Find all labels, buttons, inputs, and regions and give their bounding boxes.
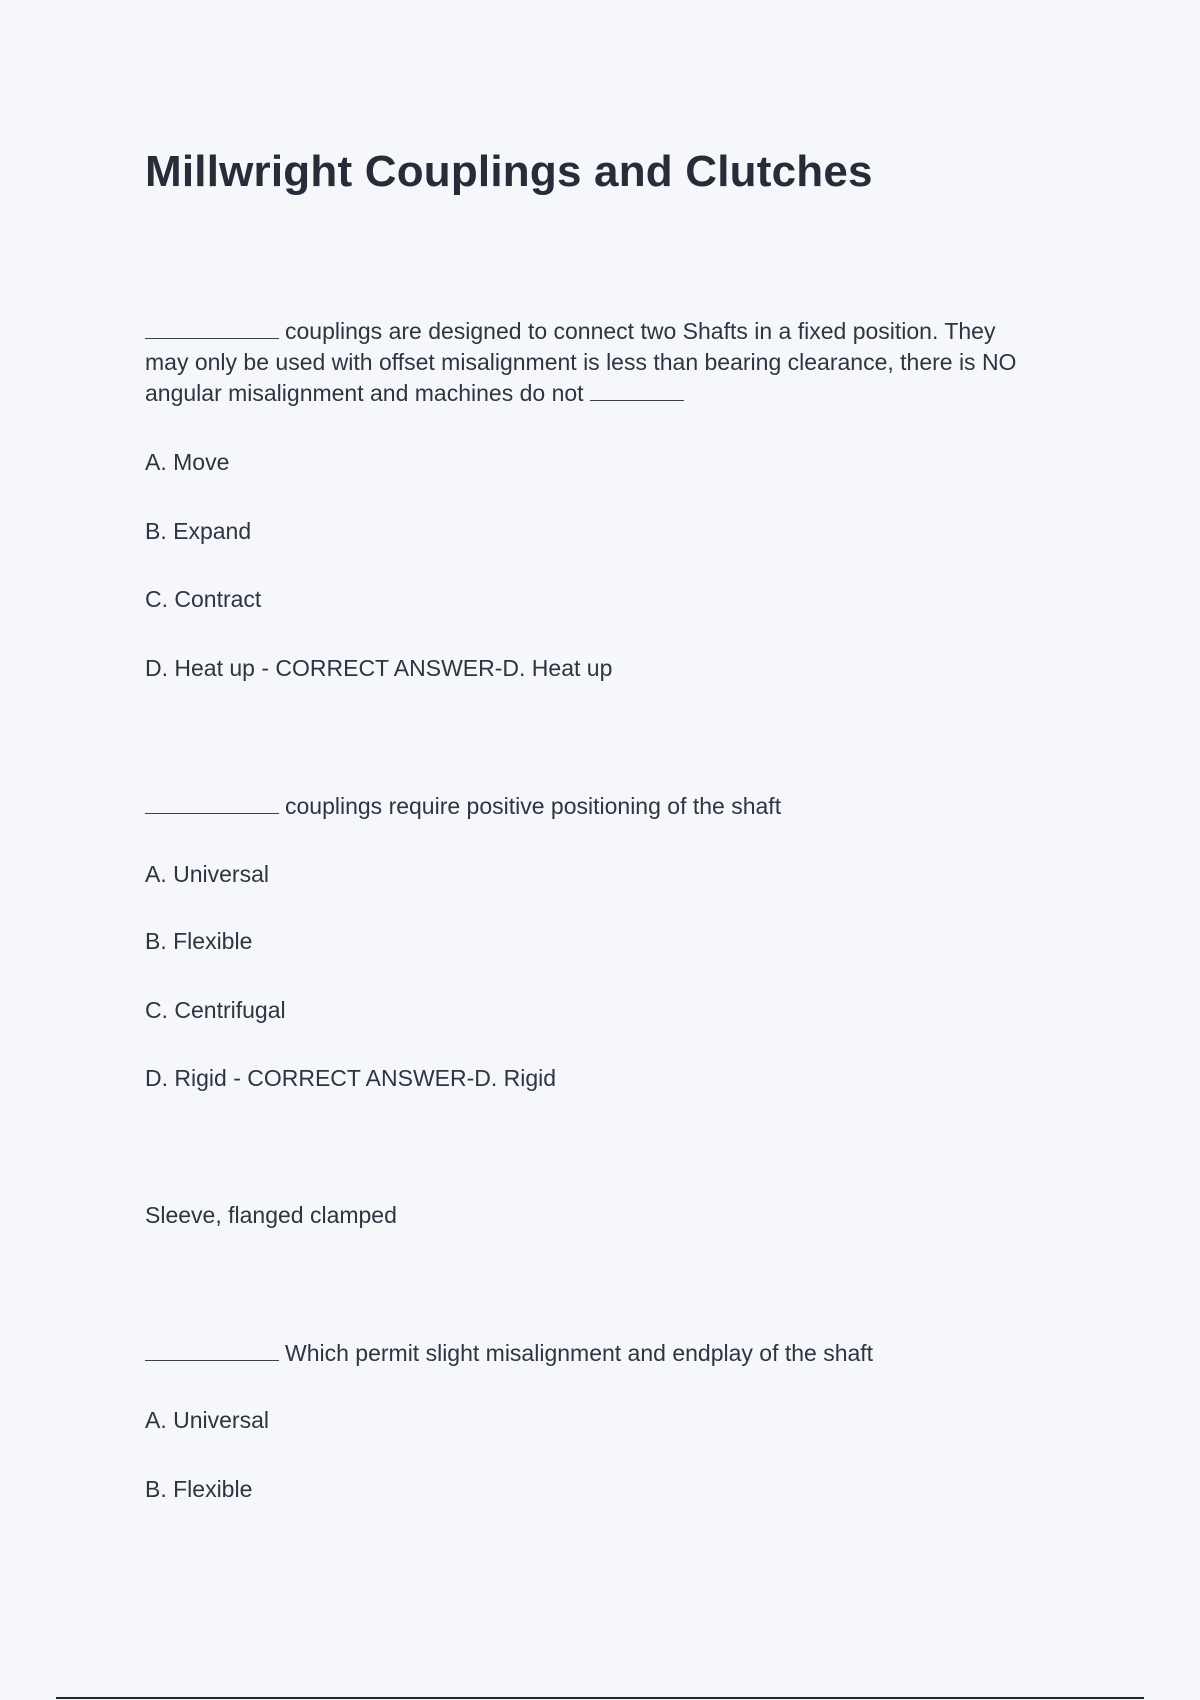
answer-note: Sleeve, flanged clamped — [145, 1202, 397, 1228]
question-3-text: Which permit slight misalignment and endplay of the shaft — [285, 1340, 874, 1366]
answer-blank — [145, 1338, 279, 1361]
question-2-stem — [145, 791, 1045, 822]
question-1-option-c: C. Contract — [145, 586, 262, 612]
page-title: Millwright Couplings and Clutches — [145, 147, 873, 196]
question-2-option-b: B. Flexible — [145, 928, 253, 954]
answer-blank — [590, 378, 684, 401]
question-2-option-c: C. Centrifugal — [145, 997, 286, 1023]
question-3-option-a: A. Universal — [145, 1407, 269, 1433]
question-2-option-a: A. Universal — [145, 861, 269, 887]
page-bottom-rule — [56, 1697, 1144, 1699]
question-1-stem — [145, 316, 1045, 409]
question-2-text: couplings require positive positioning of the shaft — [285, 793, 782, 819]
question-3-option-b: B. Flexible — [145, 1476, 253, 1502]
question-1-option-a: A. Move — [145, 449, 230, 475]
question-1-option-b: B. Expand — [145, 518, 252, 544]
question-1-text: couplings are designed to connect two Shafts in a fixed position. They may only be used with offset misalignment is less than bearing clearance, there is NO angular misalignment and machines do not — [145, 318, 1017, 406]
answer-blank — [145, 316, 279, 339]
question-1-option-d: D. Heat up - CORRECT ANSWER-D. Heat up — [145, 655, 613, 681]
question-2-option-d: D. Rigid - CORRECT ANSWER-D. Rigid — [145, 1065, 557, 1091]
answer-blank — [145, 791, 279, 814]
question-3-stem — [145, 1338, 1045, 1369]
